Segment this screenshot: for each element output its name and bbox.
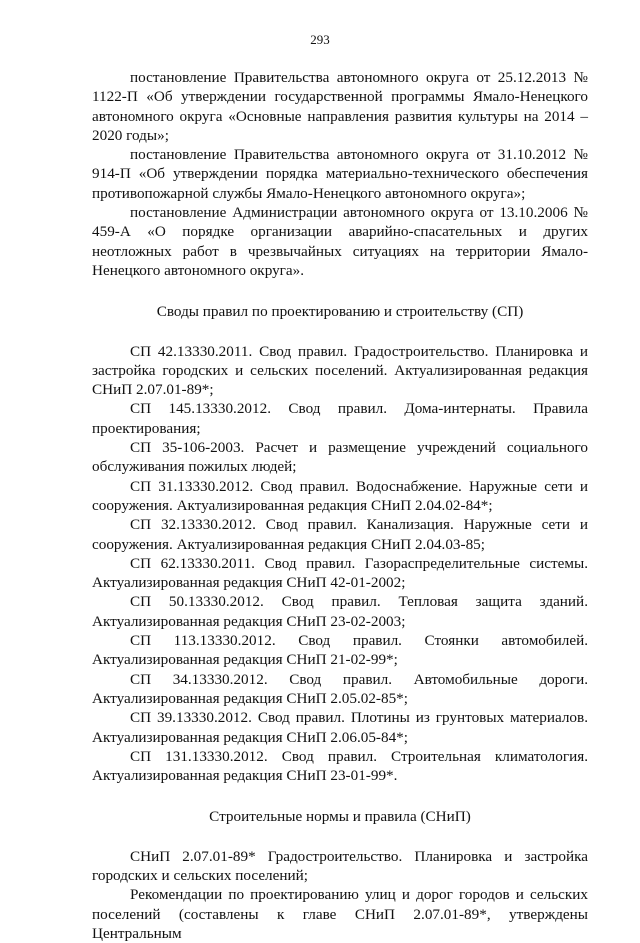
sp-item: СП 35-106-2003. Расчет и размещение учреждений социального обслуживания пожилых людей;	[92, 439, 588, 476]
sp-item: СП 131.13330.2012. Свод правил. Строительная климатология. Актуализированная редакция СНиП 23-01-99*.	[92, 747, 588, 785]
spacer	[92, 785, 588, 807]
sp-item: СП 42.13330.2011. Свод правил. Градостроительство. Планировка и застройка городских и сельских поселений. Актуализированная редакция СНиП 2.07.01-89*;	[92, 342, 588, 399]
spacer	[92, 280, 588, 302]
snip-item: Рекомендации по проектированию улиц и дорог городов и сельских поселений (составлены к главе СНиП 2.07.01-89*, утверждены Центральным	[92, 886, 588, 942]
snip-item: СНиП 2.07.01-89* Градостроительство. Планировка и застройка городских и сельских поселений;	[92, 847, 588, 884]
sp-item: СП 50.13330.2012. Свод правил. Тепловая защита зданий. Актуализированная редакция СНиП 23-02-2003;	[92, 593, 588, 630]
sp-item: СП 34.13330.2012. Свод правил. Автомобильные дороги. Актуализированная редакция СНиП 2.05.02-85*;	[92, 670, 588, 707]
sp-item: СП 145.13330.2012. Свод правил. Дома-интернаты. Правила проектирования;	[92, 400, 588, 437]
resolution-paragraph: постановление Администрации автономного округа от 13.10.2006 № 459-А «О порядке организации аварийно-спасательных и других неотложных работ в чрезвычайных ситуациях на территории Ямало-Ненецкого автономного округа».	[92, 204, 588, 279]
page-number: 293	[310, 32, 330, 47]
section-heading-snip: Строительные нормы и правила (СНиП)	[209, 808, 471, 826]
sp-item: СП 113.13330.2012. Свод правил. Стоянки автомобилей. Актуализированная редакция СНиП 21-02-99*;	[92, 632, 588, 669]
resolution-paragraph: постановление Правительства автономного округа от 25.12.2013 № 1122-П «Об утверждении государственной программы Ямало-Ненецкого автономного округа «Основные направления развития культуры на 2014 – 2020 годы»;	[92, 69, 588, 144]
sp-item: СП 39.13330.2012. Свод правил. Плотины из грунтовых материалов. Актуализированная редакция СНиП 2.06.05-84*;	[92, 709, 588, 746]
document-body	[92, 68, 588, 943]
sp-item: СП 31.13330.2012. Свод правил. Водоснабжение. Наружные сети и сооружения. Актуализированная редакция СНиП 2.04.02-84*;	[92, 477, 588, 514]
section-heading-sp: Своды правил по проектированию и строительству (СП)	[156, 303, 524, 321]
resolution-paragraph: постановление Правительства автономного округа от 31.10.2012 № 914-П «Об утверждении порядка материально-технического обеспечения противопожарной службы Ямало-Ненецкого автономного округа»;	[92, 146, 588, 202]
sp-item: СП 62.13330.2011. Свод правил. Газораспределительные системы. Актуализированная редакция СНиП 42-01-2002;	[92, 554, 588, 592]
sp-item: СП 32.13330.2012. Свод правил. Канализация. Наружные сети и сооружения. Актуализированная редакция СНиП 2.04.03-85;	[92, 516, 588, 553]
spacer	[92, 827, 588, 847]
spacer	[92, 322, 588, 342]
